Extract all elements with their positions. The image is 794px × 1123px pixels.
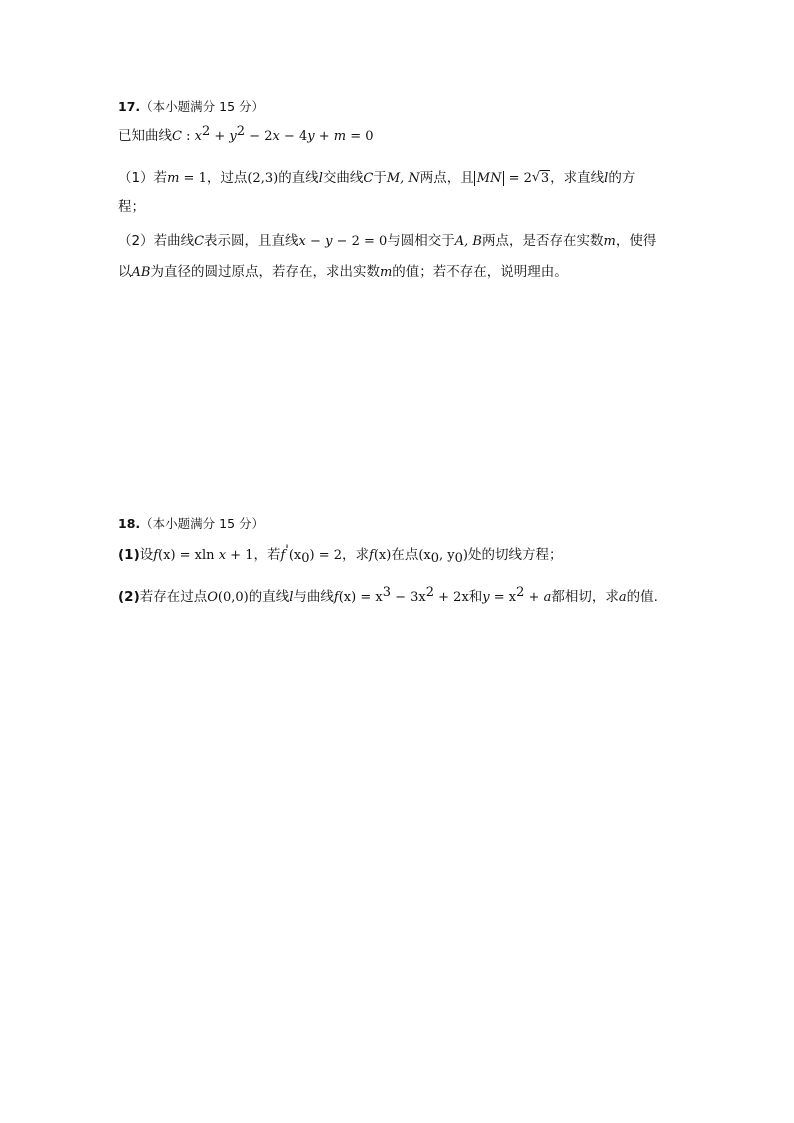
q17-eq-x2: x bbox=[272, 129, 280, 144]
q17-part1-line1 bbox=[118, 168, 635, 189]
q18-p1-text-b: ，若 bbox=[253, 547, 281, 563]
q17-p2-text-d: ，使得 bbox=[615, 233, 657, 249]
q17-p2-C: C bbox=[194, 234, 205, 249]
q18-p1-sub0: 0 bbox=[301, 551, 310, 566]
q17-eq-minus4: − 4 bbox=[279, 129, 308, 144]
q18-p1-pt-sub0b: 0 bbox=[454, 551, 463, 566]
q18-p2-O-pt: (0,0) bbox=[217, 590, 249, 605]
q18-p1-prime: ' bbox=[285, 543, 289, 558]
q18-p2-mid: − 3x bbox=[390, 590, 426, 605]
q17-p1-text-c: 交曲线 bbox=[322, 170, 364, 186]
q17-part1-line2 bbox=[118, 197, 145, 217]
q17-p1-l2: l bbox=[604, 171, 609, 186]
q18-p2-y: y bbox=[482, 590, 490, 605]
q18-p1-fx2: (x) bbox=[373, 548, 392, 563]
q18-p2-sup2: 2 bbox=[425, 585, 435, 600]
q18-p1-text-d: 在点 bbox=[391, 547, 419, 563]
q17-colon: : bbox=[181, 129, 195, 144]
q18-p1-pt-a: (x bbox=[418, 548, 431, 563]
q17-p2-AB2: AB bbox=[131, 265, 151, 280]
q17-p2-line2-b: 为直径的圆过原点，若存在，求出实数 bbox=[150, 264, 380, 280]
q17-p1-MN: M, N bbox=[386, 171, 420, 186]
q18-p2-tail: + 2x bbox=[434, 590, 469, 605]
q17-score-note: （本小题满分 15 分） bbox=[140, 99, 265, 114]
q18-p2-yeq: = x bbox=[489, 590, 517, 605]
q17-p2-m: m bbox=[603, 234, 616, 249]
q17-curve-name: C bbox=[172, 129, 182, 144]
q17-eq-plus2: + bbox=[314, 129, 334, 144]
q17-eq-m: m bbox=[333, 129, 347, 144]
q17-eq-zero: = 0 bbox=[346, 129, 374, 144]
q17-p2-line2-a: 以 bbox=[118, 264, 132, 280]
q18-p2-text-f: 的值. bbox=[626, 589, 658, 605]
q17-p1-C: C bbox=[363, 171, 374, 186]
q17-part2-line2 bbox=[118, 262, 568, 283]
q18-p2-text-c: 与曲线 bbox=[293, 589, 334, 605]
q17-p2-AB: A, B bbox=[454, 234, 482, 249]
q17-p1-sqrt-value: 3 bbox=[540, 171, 550, 186]
q18-p1-fx: (x) = x bbox=[158, 548, 203, 563]
q18-p2-a2: a bbox=[618, 590, 627, 605]
q18-p1-text-e: 处的切线方程； bbox=[468, 547, 563, 563]
q17-p2-text-c: 两点，是否存在实数 bbox=[482, 233, 604, 249]
q17-p2-eq: − 2 = 0 bbox=[332, 234, 388, 249]
q17-p2-x: x bbox=[298, 234, 306, 249]
q17-part2-label: （2）若曲线 bbox=[118, 233, 195, 249]
q18-p2-text-a: 若存在过点 bbox=[139, 589, 208, 605]
q18-p2-text-d: 和 bbox=[468, 589, 483, 605]
q18-part2-label: (2) bbox=[118, 589, 140, 605]
q17-p2-y: y bbox=[325, 234, 333, 249]
q18-p1-pt-b: , y bbox=[439, 548, 455, 563]
q18-p2-l: l bbox=[289, 590, 294, 605]
q17-eq-y2: y bbox=[307, 129, 315, 144]
q17-p1-text-b: 的直线 bbox=[278, 170, 319, 186]
q18-p2-sup3: 3 bbox=[382, 585, 391, 600]
q18-p2-f: f bbox=[333, 590, 339, 605]
q17-p1-point: (2,3) bbox=[247, 171, 279, 186]
q18-p1-text-a: 设 bbox=[139, 547, 154, 563]
q18-p1-text-c: ，求 bbox=[342, 547, 370, 563]
q17-eq-minus2: − 2 bbox=[245, 129, 273, 144]
q18-p1-f2: f bbox=[369, 548, 374, 563]
q18-p2-O: O bbox=[207, 590, 218, 605]
q17-p1-m: m bbox=[167, 171, 180, 186]
q18-p1-x0-end: ) = 2 bbox=[309, 548, 343, 563]
q17-given-prefix: 已知曲线 bbox=[118, 128, 172, 144]
q18-p2-fx: (x) = x bbox=[338, 590, 383, 605]
q18-p1-fprime: f bbox=[280, 548, 286, 563]
q17-eq-sup2: 2 bbox=[236, 124, 246, 139]
q18-p2-text-e: 都相切，求 bbox=[551, 589, 619, 605]
q18-p2-sup2b: 2 bbox=[516, 585, 525, 600]
q18-p1-f: f bbox=[153, 548, 159, 563]
q17-p1-text-f: ，求直线 bbox=[550, 170, 605, 186]
sqrt-radical-icon: √ bbox=[531, 170, 541, 185]
q17-eq-x: x bbox=[194, 129, 202, 144]
q17-p2-line2-c: 的值；若不存在，说明理由。 bbox=[392, 264, 568, 280]
q17-p2-m2: m bbox=[379, 265, 393, 280]
q17-number: 17. bbox=[118, 99, 141, 114]
q17-eq-plus: + bbox=[210, 129, 230, 144]
q17-p2-minus: − bbox=[305, 234, 326, 249]
q18-p1-plus: + 1 bbox=[226, 548, 254, 563]
q17-eq-y: y bbox=[229, 129, 237, 144]
q18-p1-ln: ln bbox=[202, 548, 219, 563]
q18-p1-pt-sub0a: 0 bbox=[430, 551, 440, 566]
q17-p2-text-b: 与圆相交于 bbox=[387, 233, 455, 249]
q17-part1-label: （1）若 bbox=[118, 170, 168, 186]
q18-p2-text-b: 的直线 bbox=[248, 589, 290, 605]
q17-p1-line2-text: 程； bbox=[118, 199, 145, 215]
q18-p2-a: a bbox=[543, 590, 552, 605]
q17-p1-eq: = 2 bbox=[504, 171, 532, 186]
q17-p1-sqrt bbox=[532, 169, 550, 189]
q18-score-note: （本小题满分 15 分） bbox=[140, 516, 265, 531]
q17-p1-text-e: 两点，且 bbox=[419, 170, 474, 186]
q18-p1-pt-c: ) bbox=[462, 548, 468, 563]
q17-header bbox=[118, 97, 264, 117]
q17-p1-text-d: 于 bbox=[373, 170, 387, 186]
q18-p1-x0: (x bbox=[288, 548, 302, 563]
q17-p1-l: l bbox=[318, 171, 323, 186]
q18-part1 bbox=[118, 545, 563, 566]
q17-p1-text-a: ，过点 bbox=[206, 170, 248, 186]
q18-p2-plus-a: + bbox=[524, 590, 544, 605]
q18-part2 bbox=[118, 587, 658, 608]
q17-p1-abs-MN: MN bbox=[474, 171, 505, 186]
q18-header bbox=[118, 514, 264, 534]
q17-p1-text-g: 的方 bbox=[608, 170, 636, 186]
q17-part2-line1 bbox=[118, 231, 656, 252]
q18-p1-x: x bbox=[218, 548, 227, 563]
q17-eq-sup: 2 bbox=[201, 124, 211, 139]
q17-p1-m-eq: = 1 bbox=[179, 171, 207, 186]
q18-number: 18. bbox=[118, 516, 141, 531]
q18-part1-label: (1) bbox=[118, 547, 140, 563]
q17-given bbox=[118, 126, 374, 147]
q17-p2-text-a: 表示圆，且直线 bbox=[204, 233, 299, 249]
